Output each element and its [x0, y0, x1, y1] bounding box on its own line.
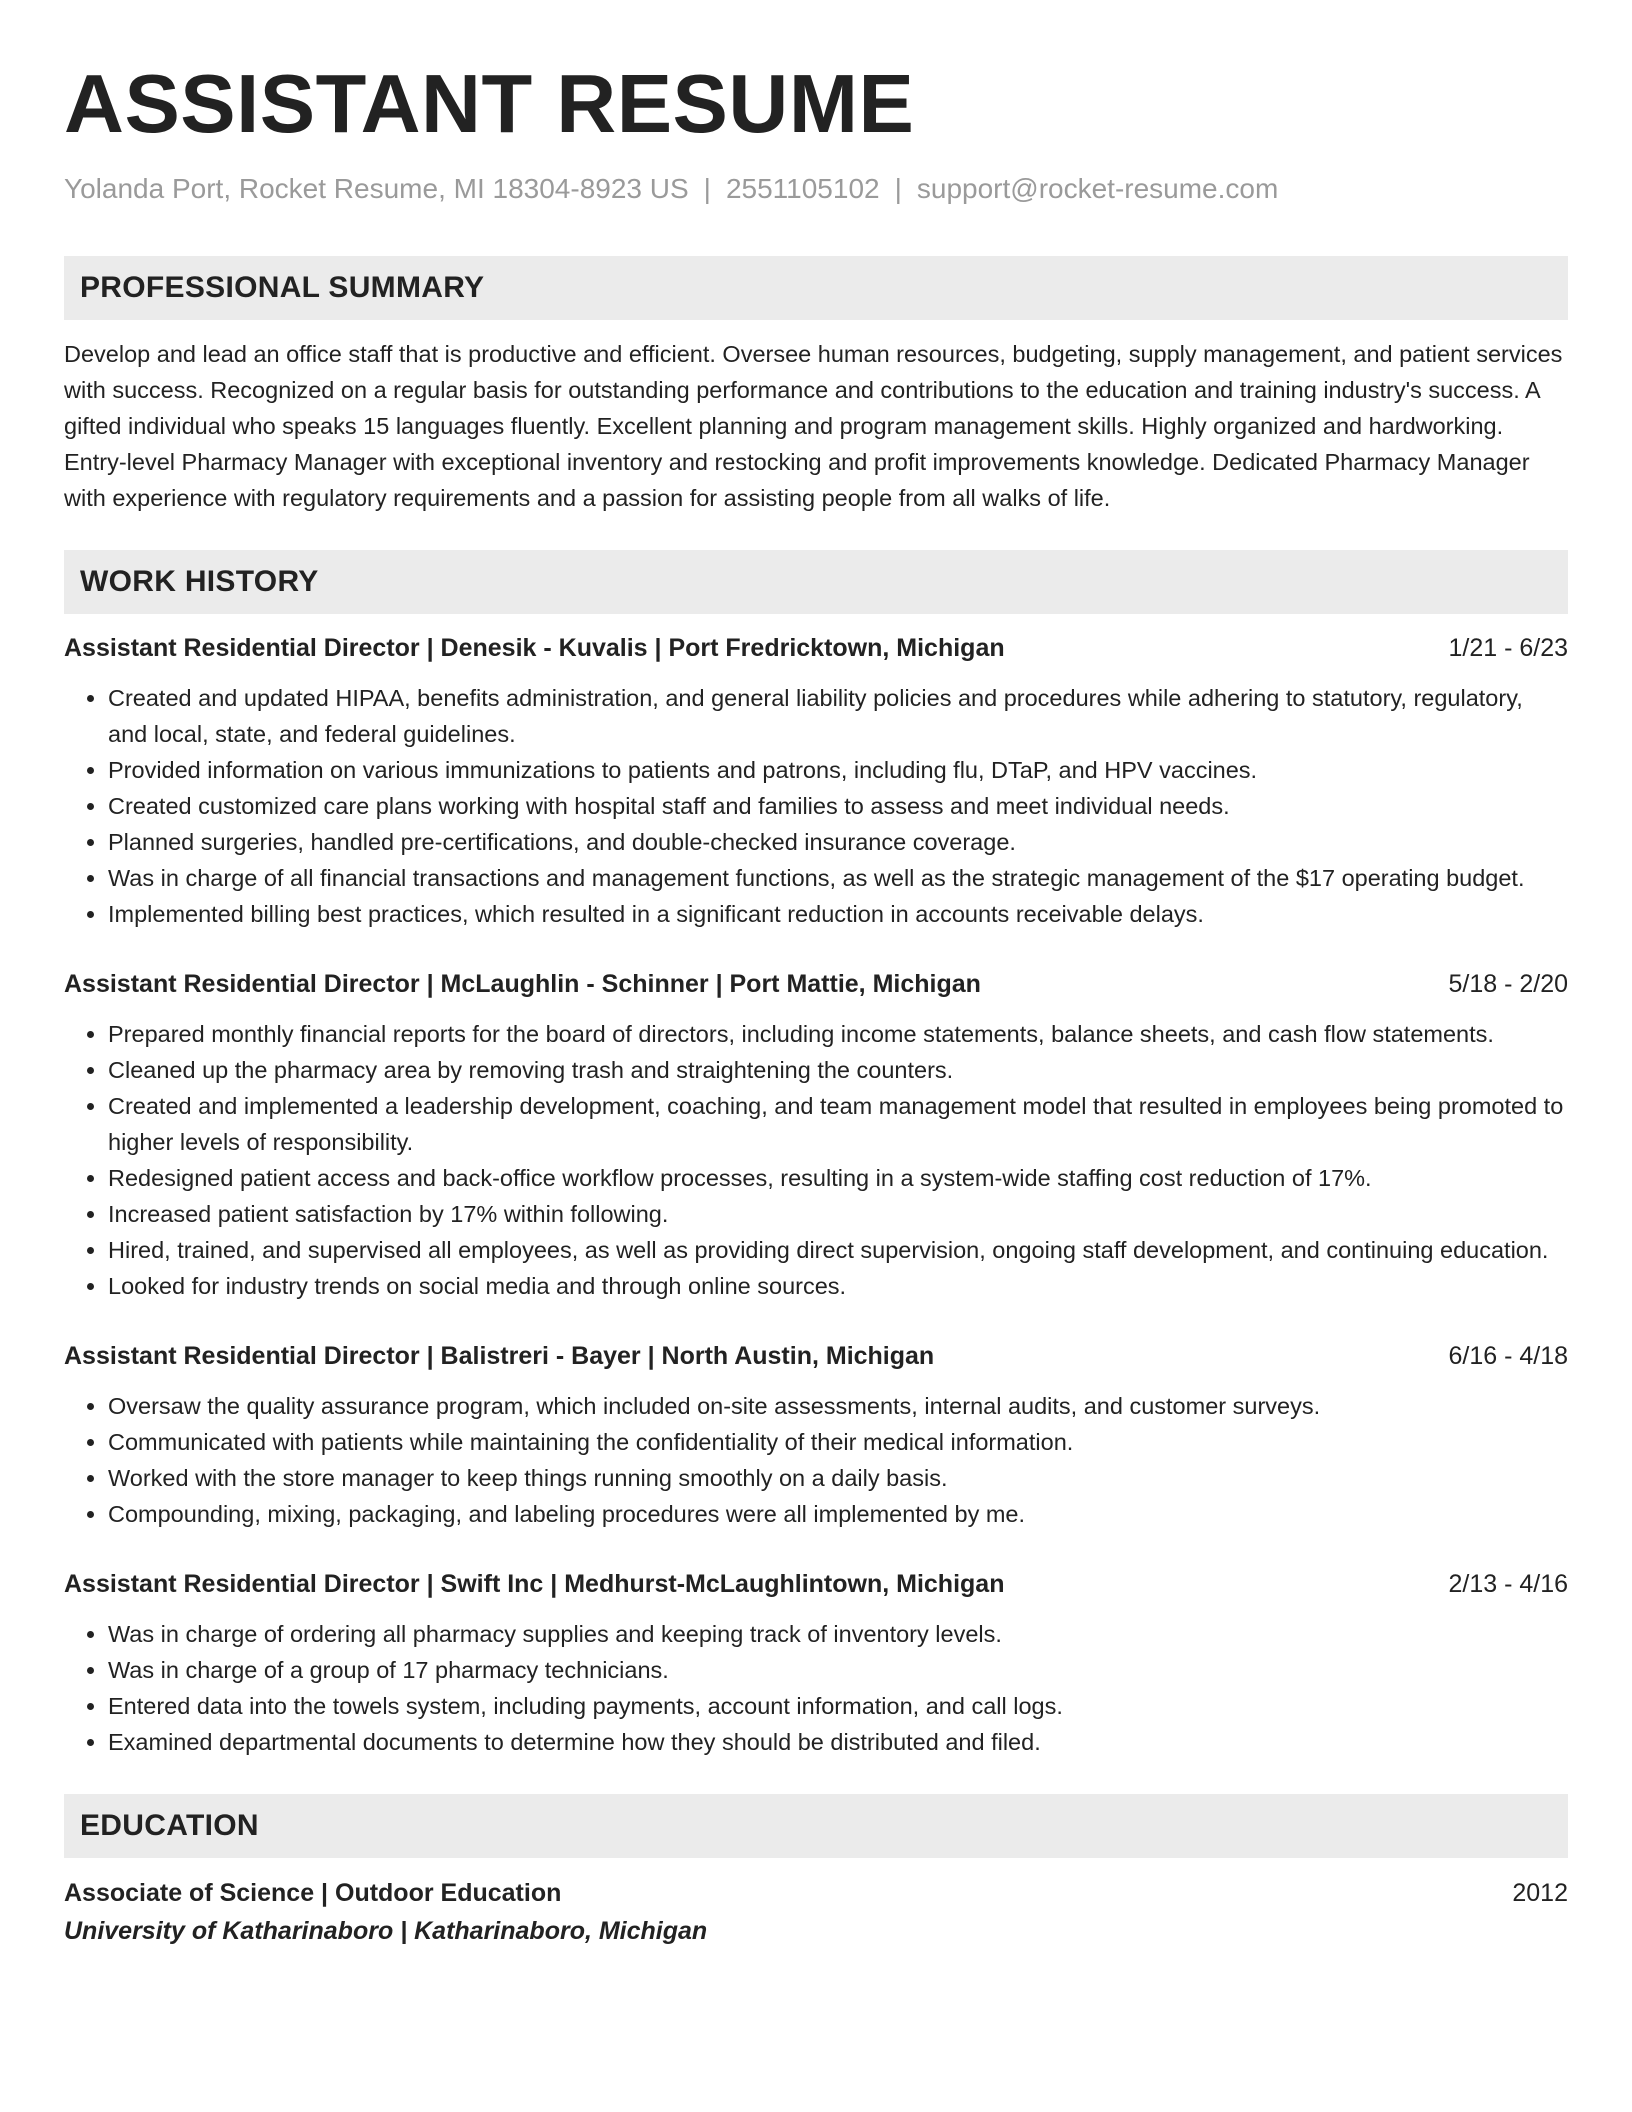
- job-bullet: • Compounding, mixing, packaging, and labeling procedures were all implemented by me.: [108, 1496, 1568, 1532]
- education-year: 2012: [1512, 1879, 1568, 1907]
- job-bullet: • Increased patient satisfaction by 17% within following.: [108, 1196, 1568, 1232]
- job-bullet: • Planned surgeries, handled pre-certifications, and double-checked insurance coverage.: [108, 824, 1568, 860]
- job-bullet-list: [64, 680, 1568, 932]
- job-title: Assistant Residential Director | McLaughlin - Schinner | Port Mattie, Michigan: [64, 970, 981, 998]
- job-bullet-list: [64, 1016, 1568, 1304]
- contact-address: Yolanda Port, Rocket Resume, MI 18304-8923 US: [64, 173, 689, 204]
- job-dates: 1/21 - 6/23: [1448, 634, 1568, 662]
- resume-title: ASSISTANT RESUME: [64, 57, 915, 150]
- job-dates: 5/18 - 2/20: [1448, 970, 1568, 998]
- section-heading-summary: PROFESSIONAL SUMMARY: [64, 256, 1568, 320]
- contact-email: support@rocket-resume.com: [916, 173, 1279, 204]
- job-bullet: • Hired, trained, and supervised all employees, as well as providing direct supervision, ongoing staff development, and continuing education.: [108, 1232, 1568, 1268]
- job-dates: 6/16 - 4/18: [1448, 1342, 1568, 1370]
- job-bullet: • Was in charge of a group of 17 pharmacy technicians.: [108, 1652, 1568, 1688]
- education-degree: Associate of Science | Outdoor Education: [64, 1879, 562, 1907]
- job-entry: [64, 966, 1568, 1304]
- job-bullet: • Looked for industry trends on social media and through online sources.: [108, 1268, 1568, 1304]
- job-dates: 2/13 - 4/16: [1448, 1570, 1568, 1598]
- education-header: [64, 1874, 1568, 1912]
- job-bullet: • Entered data into the towels system, including payments, account information, and call logs.: [108, 1688, 1568, 1724]
- job-bullet: • Redesigned patient access and back-office workflow processes, resulting in a system-wide staffing cost reduction of 17%.: [108, 1160, 1568, 1196]
- job-title: Assistant Residential Director | Denesik - Kuvalis | Port Fredricktown, Michigan: [64, 634, 1005, 662]
- job-bullet: • Created and implemented a leadership development, coaching, and team management model that resulted in employees being promoted to higher levels of responsibility.: [108, 1088, 1568, 1160]
- job-bullet: • Prepared monthly financial reports for the board of directors, including income statements, balance sheets, and cash flow statements.: [108, 1016, 1568, 1052]
- job-bullet: • Cleaned up the pharmacy area by removing trash and straightening the counters.: [108, 1052, 1568, 1088]
- job-bullet: • Provided information on various immunizations to patients and patrons, including flu, DTaP, and HPV vaccines.: [108, 752, 1568, 788]
- section-heading-work-history: WORK HISTORY: [64, 550, 1568, 614]
- section-heading-education: EDUCATION: [64, 1794, 1568, 1858]
- job-title: Assistant Residential Director | Swift Inc | Medhurst-McLaughlintown, Michigan: [64, 1570, 1005, 1598]
- job-bullet: • Examined departmental documents to determine how they should be distributed and filed.: [108, 1724, 1568, 1760]
- job-header: [64, 966, 1568, 1002]
- job-bullet: • Was in charge of ordering all pharmacy supplies and keeping track of inventory levels.: [108, 1616, 1568, 1652]
- job-header: [64, 630, 1568, 666]
- job-bullet: • Created and updated HIPAA, benefits administration, and general liability policies and procedures while adhering to statutory, regulatory, and local, state, and federal guidelines.: [108, 680, 1568, 752]
- contact-phone: 2551105102: [725, 173, 880, 204]
- job-title: Assistant Residential Director | Balistreri - Bayer | North Austin, Michigan: [64, 1342, 935, 1370]
- education-school: University of Katharinaboro | Katharinaboro, Michigan: [64, 1917, 708, 1945]
- job-entry: [64, 1338, 1568, 1532]
- job-bullet-list: [64, 1616, 1568, 1760]
- job-bullet: • Worked with the store manager to keep things running smoothly on a daily basis.: [108, 1460, 1568, 1496]
- job-bullet: • Oversaw the quality assurance program, which included on-site assessments, internal audits, and customer surveys.: [108, 1388, 1568, 1424]
- job-header: [64, 1338, 1568, 1374]
- education-entry: [64, 1874, 1568, 1950]
- job-bullet: • Was in charge of all financial transactions and management functions, as well as the strategic management of the $17 operating budget.: [108, 860, 1568, 896]
- job-entry: [64, 1566, 1568, 1760]
- job-header: [64, 1566, 1568, 1602]
- job-entry: [64, 630, 1568, 932]
- contact-separator: |: [894, 173, 902, 204]
- job-bullet: • Implemented billing best practices, which resulted in a significant reduction in accounts receivable delays.: [108, 896, 1568, 932]
- summary-text: Develop and lead an office staff that is productive and efficient. Oversee human resources, budgeting, supply management, and patient services with success. Recognized on a regular basis for outstanding performance and contributions to the education and training industry's success. A gifted individual who speaks 15 languages fluently. Excellent planning and program management skills. Highly organized and hardworking. Entry-level Pharmacy Manager with exceptional inventory and restocking and profit improvements knowledge. Dedicated Pharmacy Manager with experience with regulatory requirements and a passion for assisting people from all walks of life.: [64, 341, 1563, 511]
- contact-separator: |: [703, 173, 711, 204]
- job-bullet: • Communicated with patients while maintaining the confidentiality of their medical information.: [108, 1424, 1568, 1460]
- contact-line: [64, 172, 1568, 206]
- job-bullet-list: [64, 1388, 1568, 1532]
- job-bullet: • Created customized care plans working with hospital staff and families to assess and meet individual needs.: [108, 788, 1568, 824]
